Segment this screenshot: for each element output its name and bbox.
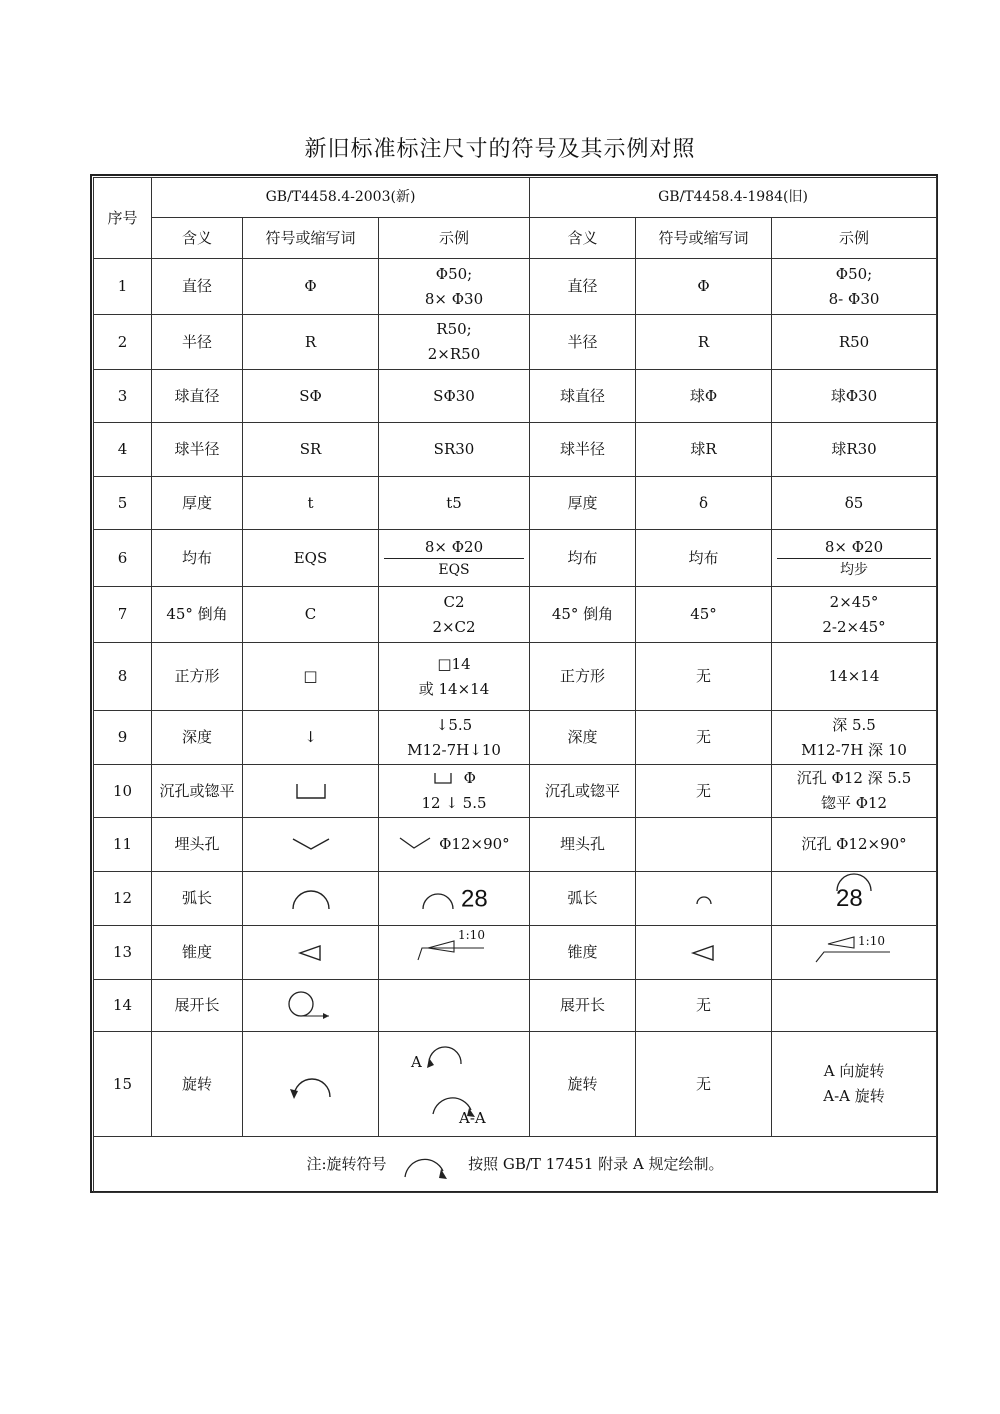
new-example: t5	[379, 477, 530, 530]
example-line: 12 ↓ 5.5	[421, 794, 487, 812]
countersink-icon	[243, 818, 379, 872]
new-example	[379, 765, 530, 818]
old-meaning: 埋头孔	[530, 818, 636, 872]
new-meaning: 锥度	[152, 926, 243, 980]
old-example: 14×14	[772, 643, 937, 711]
fraction-top: 8× Φ20	[384, 536, 524, 559]
page-title: 新旧标准标注尺寸的符号及其示例对照	[304, 137, 696, 162]
taper-icon	[243, 926, 379, 980]
example-line: 1:10	[458, 927, 485, 942]
old-meaning: 球直径	[530, 370, 636, 423]
row-number: 12	[94, 872, 152, 926]
arc-length-icon-small	[636, 872, 772, 926]
row-number: 7	[94, 587, 152, 643]
table-row	[94, 818, 937, 872]
row-number: 6	[94, 530, 152, 587]
row-number: 3	[94, 370, 152, 423]
example-line: Φ12×90°	[439, 835, 510, 853]
example-line: 28	[461, 885, 488, 913]
old-symbol: δ	[636, 477, 772, 530]
row-number: 14	[94, 980, 152, 1032]
new-example	[379, 259, 530, 315]
arc-length-icon	[420, 887, 456, 911]
header-new-example: 示例	[379, 218, 530, 259]
old-example: 球R30	[772, 423, 937, 477]
old-example	[772, 1032, 937, 1137]
table-row	[94, 477, 937, 530]
new-meaning: 沉孔或锪平	[152, 765, 243, 818]
example-line: 2×45°	[829, 592, 879, 611]
header-old-standard: GB/T4458.4-1984(旧)	[530, 178, 937, 218]
new-symbol: ↓	[243, 711, 379, 765]
rotation-arc-icon	[401, 1149, 453, 1181]
fraction-bottom: 均步	[840, 561, 869, 578]
old-example: 沉孔 Φ12×90°	[772, 818, 937, 872]
example-line: 深 5.5	[832, 715, 876, 734]
example-line: 沉孔 Φ12 深 5.5	[796, 769, 912, 787]
example-line: 2×R50	[427, 345, 481, 363]
new-meaning: 展开长	[152, 980, 243, 1032]
old-example	[772, 765, 937, 818]
example-line: Φ50;	[435, 264, 473, 283]
symbol-comparison-table	[93, 177, 937, 1193]
new-meaning: 均布	[152, 530, 243, 587]
old-symbol: 无	[636, 980, 772, 1032]
old-example	[772, 872, 937, 926]
rotation-arc-icon	[423, 1038, 473, 1074]
new-example	[379, 643, 530, 711]
table-row	[94, 711, 937, 765]
new-example	[379, 926, 530, 980]
header-new-standard: GB/T4458.4-2003(新)	[152, 178, 530, 218]
table-row	[94, 926, 937, 980]
row-number: 1	[94, 259, 152, 315]
table-row	[94, 587, 937, 643]
new-symbol: SR	[243, 423, 379, 477]
table-row	[94, 423, 937, 477]
table-row	[94, 765, 937, 818]
old-symbol: 无	[636, 711, 772, 765]
header-old-meaning: 含义	[530, 218, 636, 259]
example-line: Φ50;	[835, 264, 873, 283]
row-number: 11	[94, 818, 152, 872]
new-example	[379, 872, 530, 926]
row-number: 13	[94, 926, 152, 980]
footnote	[94, 1137, 937, 1193]
new-meaning: 球半径	[152, 423, 243, 477]
row-number: 9	[94, 711, 152, 765]
new-symbol: Φ	[243, 259, 379, 315]
old-meaning: 厚度	[530, 477, 636, 530]
old-symbol: 无	[636, 1032, 772, 1137]
new-symbol: R	[243, 315, 379, 370]
new-example	[379, 711, 530, 765]
new-meaning: 正方形	[152, 643, 243, 711]
old-example: δ5	[772, 477, 937, 530]
example-line: 2×C2	[432, 617, 476, 636]
old-meaning: 旋转	[530, 1032, 636, 1137]
row-number: 8	[94, 643, 152, 711]
arc-length-icon	[243, 872, 379, 926]
fraction-top: 8× Φ20	[777, 536, 931, 559]
table-row	[94, 370, 937, 423]
table-row	[94, 1032, 937, 1137]
new-symbol: EQS	[243, 530, 379, 587]
row-number: 5	[94, 477, 152, 530]
table-row	[94, 1137, 937, 1193]
old-symbol: 无	[636, 643, 772, 711]
new-meaning: 45° 倒角	[152, 587, 243, 643]
old-meaning: 直径	[530, 259, 636, 315]
old-symbol: 无	[636, 765, 772, 818]
old-meaning: 半径	[530, 315, 636, 370]
old-example	[772, 587, 937, 643]
countersink-icon	[398, 836, 434, 854]
new-example	[379, 315, 530, 370]
old-symbol: 球Φ	[636, 370, 772, 423]
example-line: 8× Φ30	[424, 289, 484, 308]
counterbore-icon	[243, 765, 379, 818]
old-meaning: 锥度	[530, 926, 636, 980]
header-new-symbol: 符号或缩写词	[243, 218, 379, 259]
fraction-bottom: EQS	[438, 561, 470, 578]
old-example: 球Φ30	[772, 370, 937, 423]
old-meaning: 45° 倒角	[530, 587, 636, 643]
example-line: 锪平 Φ12	[820, 794, 888, 812]
example-line: A	[411, 1053, 422, 1071]
row-number: 10	[94, 765, 152, 818]
new-example: SR30	[379, 423, 530, 477]
header-new-meaning: 含义	[152, 218, 243, 259]
old-example: R50	[772, 315, 937, 370]
old-symbol: Φ	[636, 259, 772, 315]
new-meaning: 埋头孔	[152, 818, 243, 872]
example-line: 8- Φ30	[828, 289, 880, 308]
old-symbol: 球R	[636, 423, 772, 477]
old-symbol: 45°	[636, 587, 772, 643]
header-seq: 序号	[94, 178, 152, 259]
example-line: Φ	[463, 769, 476, 787]
new-example	[379, 1032, 530, 1137]
new-example: SΦ30	[379, 370, 530, 423]
old-meaning: 正方形	[530, 643, 636, 711]
header-old-symbol: 符号或缩写词	[636, 218, 772, 259]
taper-icon	[636, 926, 772, 980]
footnote-prefix: 注:旋转符号	[306, 1154, 387, 1173]
old-symbol: R	[636, 315, 772, 370]
example-line: 28	[836, 884, 863, 912]
old-example	[772, 259, 937, 315]
old-meaning: 球半径	[530, 423, 636, 477]
new-example-empty	[379, 980, 530, 1032]
example-line: R50;	[436, 320, 472, 338]
table-row	[94, 643, 937, 711]
new-meaning: 深度	[152, 711, 243, 765]
rotation-icon	[243, 1032, 379, 1137]
developed-length-icon	[243, 980, 379, 1032]
new-symbol: C	[243, 587, 379, 643]
old-meaning: 沉孔或锪平	[530, 765, 636, 818]
new-example	[379, 818, 530, 872]
new-meaning: 厚度	[152, 477, 243, 530]
old-example	[772, 711, 937, 765]
example-line: □14	[437, 654, 471, 673]
footnote-suffix: 按照 GB/T 17451 附录 A 规定绘制。	[468, 1154, 724, 1173]
new-meaning: 半径	[152, 315, 243, 370]
old-example	[772, 530, 937, 587]
new-meaning: 旋转	[152, 1032, 243, 1137]
table-row	[94, 315, 937, 370]
example-line: C2	[443, 592, 465, 611]
old-meaning: 均布	[530, 530, 636, 587]
row-number: 4	[94, 423, 152, 477]
old-meaning: 深度	[530, 711, 636, 765]
old-example-empty	[772, 980, 937, 1032]
table-row	[94, 530, 937, 587]
new-meaning: 球直径	[152, 370, 243, 423]
row-number: 2	[94, 315, 152, 370]
example-line: A-A	[459, 1109, 486, 1127]
example-line: 或 14×14	[418, 679, 490, 698]
header-old-example: 示例	[772, 218, 937, 259]
new-symbol: □	[243, 643, 379, 711]
example-line: A 向旋转	[823, 1062, 885, 1080]
example-line: 1:10	[858, 933, 885, 948]
new-example	[379, 587, 530, 643]
table-row	[94, 259, 937, 315]
example-line: ↓5.5	[435, 715, 473, 734]
new-symbol: SΦ	[243, 370, 379, 423]
counterbore-icon	[432, 772, 454, 786]
old-symbol: 均布	[636, 530, 772, 587]
old-symbol	[636, 818, 772, 872]
old-example	[772, 926, 937, 980]
old-meaning: 弧长	[530, 872, 636, 926]
table-row	[94, 980, 937, 1032]
example-line: 2-2×45°	[822, 617, 886, 636]
example-line: A-A 旋转	[823, 1087, 885, 1105]
table-row	[94, 872, 937, 926]
new-meaning: 直径	[152, 259, 243, 315]
new-meaning: 弧长	[152, 872, 243, 926]
example-line: M12-7H 深 10	[801, 740, 907, 759]
old-meaning: 展开长	[530, 980, 636, 1032]
example-line: M12-7H↓10	[407, 740, 501, 759]
row-number: 15	[94, 1032, 152, 1137]
new-example	[379, 530, 530, 587]
new-symbol: t	[243, 477, 379, 530]
